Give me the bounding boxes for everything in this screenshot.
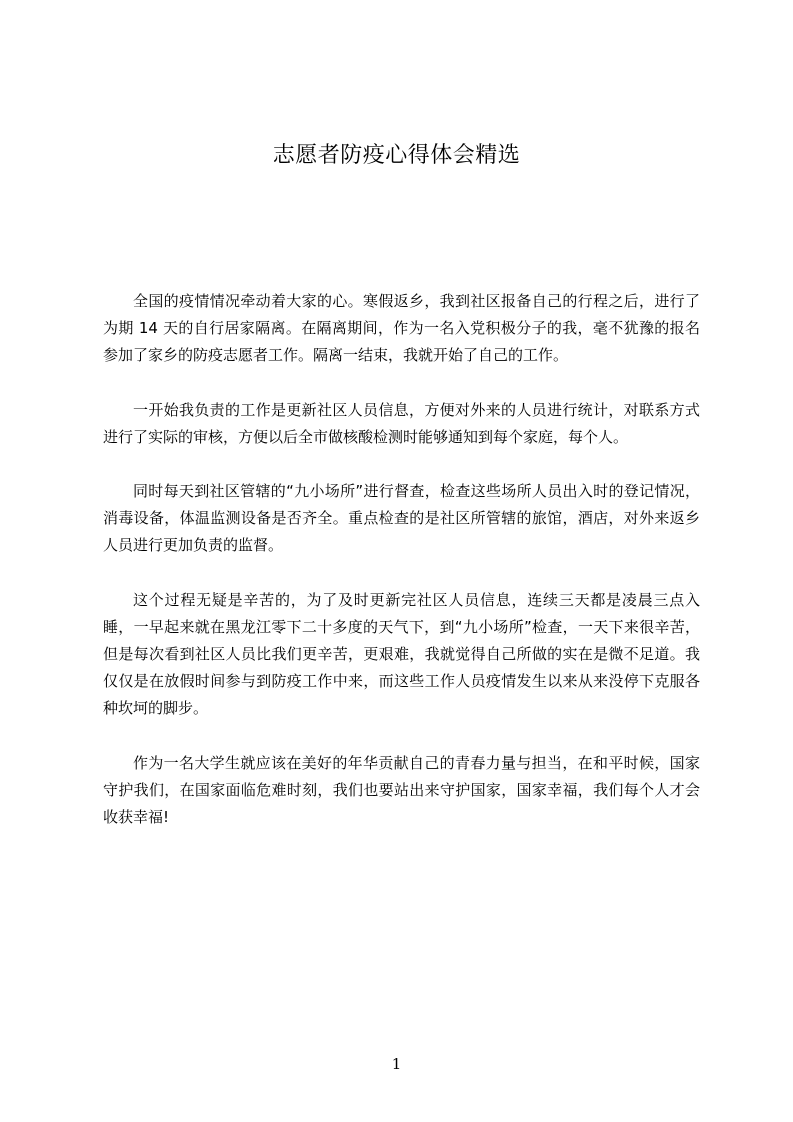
paragraph-4: 这个过程无疑是辛苦的，为了及时更新完社区人员信息，连续三天都是凌晨三点入睡，一早起来就在黑龙江零下二十多度的天气下，到“九小场所”检查，一天下来很辛苦，但是每次看到社区人员比我们更辛苦，更艰难，我就觉得自己所做的实在是微不足道。我仅仅是在放假时间参与到防疫工作中来，而这些工作人员疫情发生以来从来没停下克服各种坎坷的脚步。 [103, 590, 700, 718]
document-body [103, 288, 700, 858]
document-title: 志愿者防疫心得体会精选 [272, 143, 521, 168]
paragraph-2: 一开始我负责的工作是更新社区人员信息，方便对外来的人员进行统计，对联系方式进行了实际的审核，方便以后全市做核酸检测时能够通知到每个家庭，每个人。 [103, 400, 700, 446]
paragraph-1: 全国的疫情情况牵动着大家的心。寒假返乡，我到社区报备自己的行程之后，进行了为期 14 天的自行居家隔离。在隔离期间，作为一名入党积极分子的我，毫不犹豫的报名参加了家乡的防疫志愿者工作。隔离一结束，我就开始了自己的工作。 [103, 292, 700, 365]
paragraph-3: 同时每天到社区管辖的“九小场所”进行督查，检查这些场所人员出入时的登记情况，消毒设备，体温监测设备是否齐全。重点检查的是社区所管辖的旅馆，酒店，对外来返乡人员进行更加负责的监督。 [103, 482, 700, 555]
page-number: 1 [391, 1055, 402, 1073]
paragraph-5: 作为一名大学生就应该在美好的年华贡献自己的青春力量与担当，在和平时候，国家守护我们，在国家面临危难时刻，我们也要站出来守护国家，国家幸福，我们每个人才会收获幸福! [103, 753, 700, 827]
